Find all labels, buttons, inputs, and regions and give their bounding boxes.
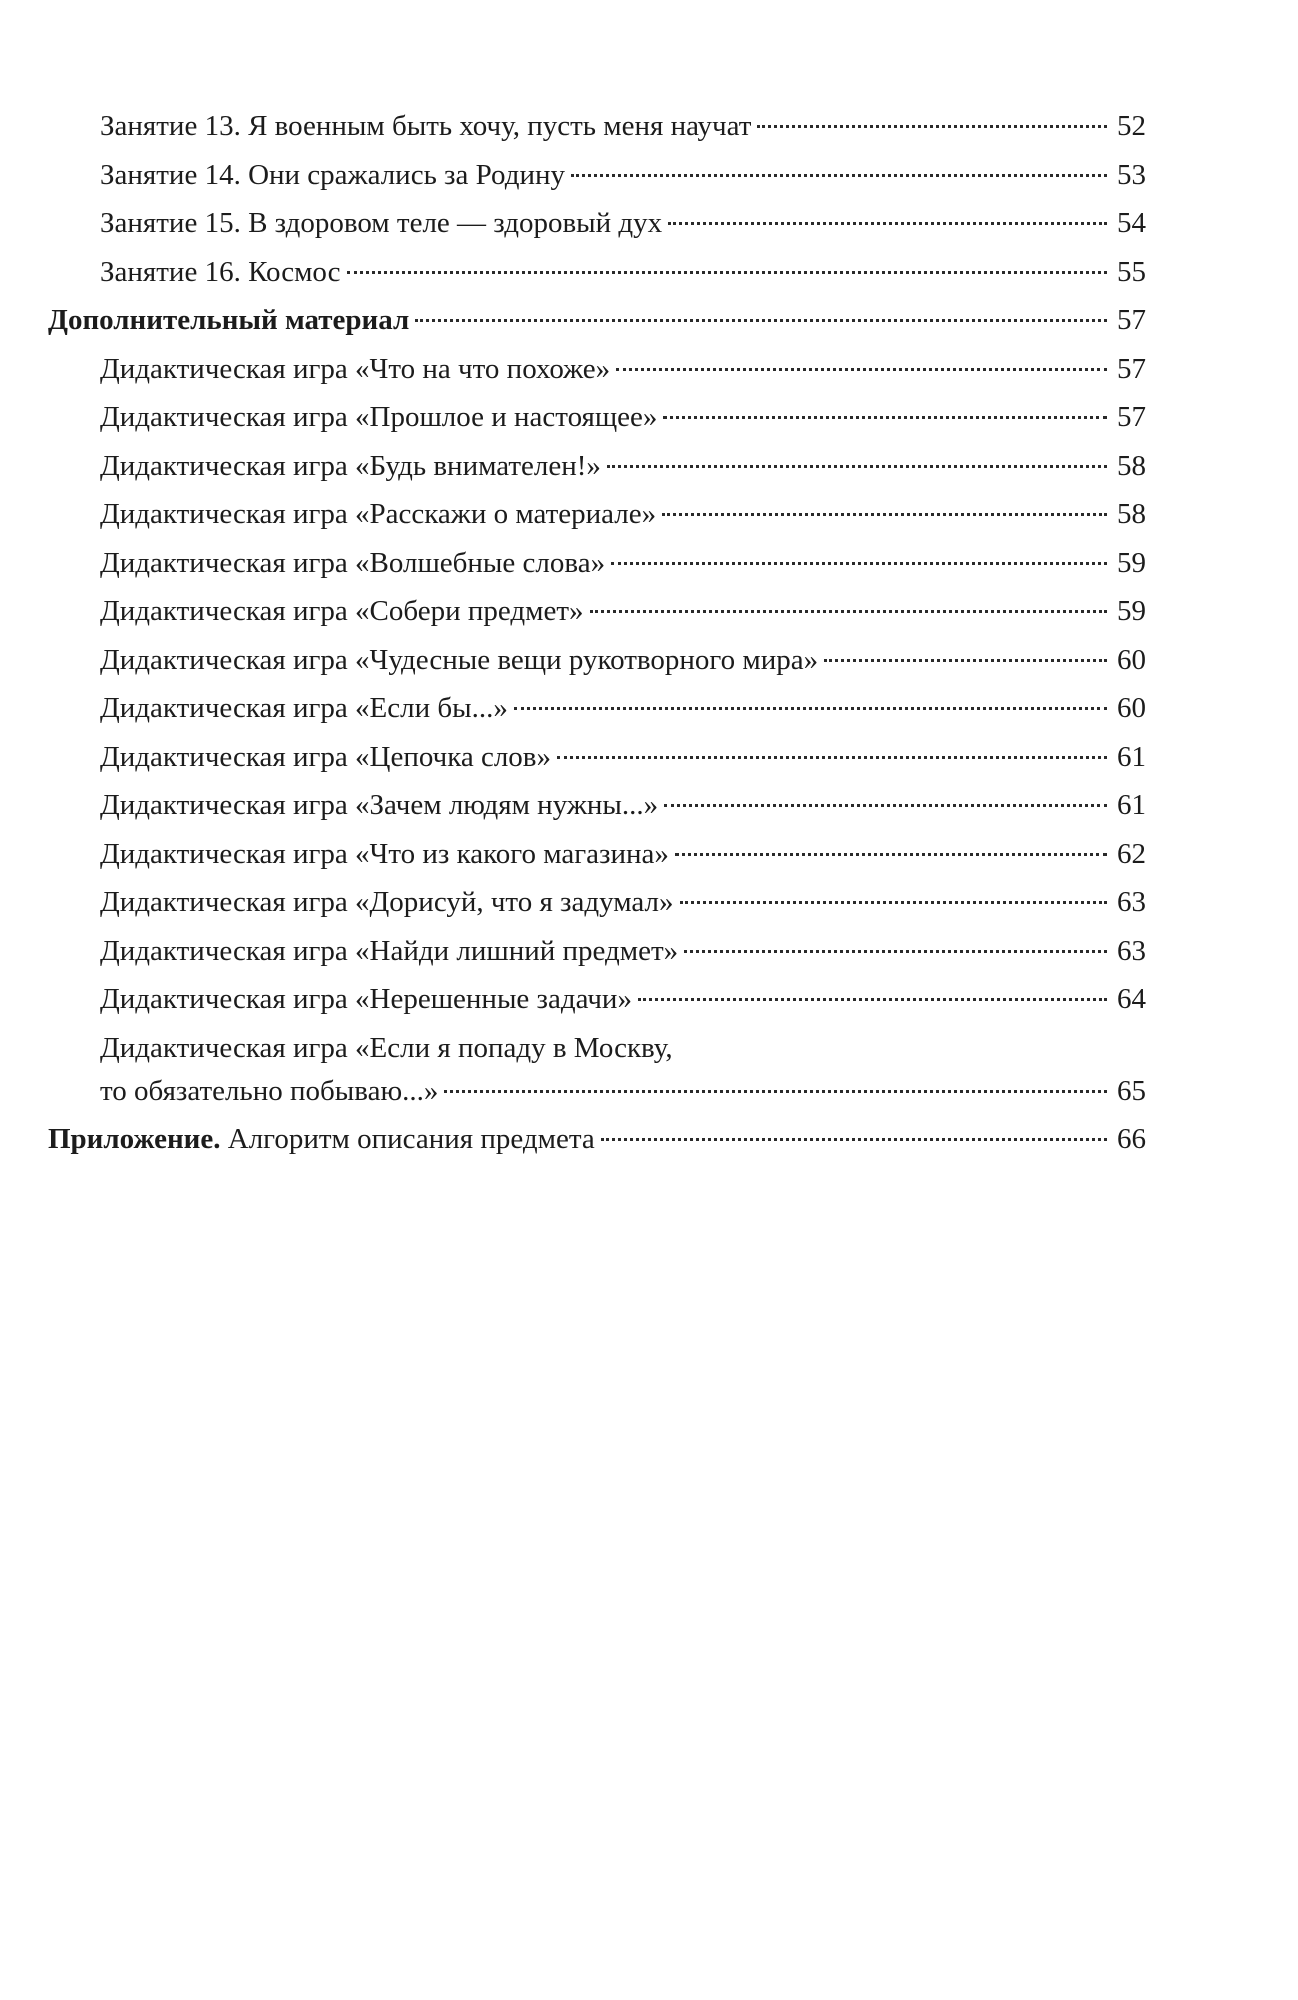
toc-entry-lesson-13[interactable] (48, 106, 1146, 146)
toc-entry-title: Занятие 14. Они сражались за Родину (100, 158, 565, 191)
table-of-contents (48, 106, 1146, 1168)
toc-page-number: 60 (1117, 643, 1146, 676)
toc-entry-game[interactable] (48, 543, 1146, 583)
dot-leader (347, 271, 1107, 274)
toc-entry-title: Дидактическая игра «Что из какого магазина» (100, 837, 669, 870)
toc-entry-title: Дидактическая игра «Дорисуй, что я задумал» (100, 886, 674, 918)
toc-entry-game[interactable] (48, 494, 1146, 534)
toc-appendix-title: Алгоритм описания предмета (227, 1123, 595, 1155)
toc-entry-title: Дидактическая игра «Будь внимателен!» (100, 449, 601, 482)
toc-entry-title: Дидактическая игра «Прошлое и настоящее» (100, 401, 658, 433)
toc-appendix-label: Приложение. (48, 1123, 221, 1155)
toc-page-number: 65 (1117, 1074, 1146, 1107)
toc-entry-game[interactable] (48, 349, 1146, 389)
dot-leader (514, 707, 1107, 710)
toc-entry-title: Занятие 16. Космос (100, 255, 341, 288)
toc-page-number: 63 (1117, 934, 1146, 967)
toc-entry-game[interactable] (48, 688, 1146, 728)
dot-leader (662, 513, 1107, 516)
toc-entry-title: Дидактическая игра «Расскажи о материале» (100, 498, 657, 530)
dot-leader (601, 1138, 1107, 1141)
toc-page-number: 63 (1117, 886, 1146, 918)
toc-page-number: 60 (1117, 692, 1146, 724)
dot-leader (590, 610, 1107, 613)
toc-page-number: 61 (1117, 789, 1146, 821)
dot-leader (757, 125, 1107, 128)
toc-entry-title: Дидактическая игра «Зачем людям нужны...» (100, 789, 659, 821)
toc-entry-lesson-16[interactable] (48, 252, 1146, 292)
toc-page-number: 59 (1117, 546, 1146, 579)
toc-entry-title: Дидактическая игра «Собери предмет» (100, 595, 584, 627)
toc-entry-title: Дидактическая игра «Найди лишний предмет» (100, 934, 679, 967)
toc-entry-lesson-15[interactable] (48, 203, 1146, 243)
toc-section-appendix[interactable] (48, 1119, 1146, 1159)
dot-leader (680, 901, 1107, 904)
dot-leader (611, 562, 1107, 565)
toc-entry-game[interactable] (48, 446, 1146, 486)
dot-leader (415, 319, 1107, 322)
toc-entry-title: Занятие 13. Я военным быть хочу, пусть меня научат (100, 110, 752, 142)
toc-page-number: 59 (1117, 595, 1146, 627)
dot-leader (824, 659, 1107, 662)
dot-leader (663, 416, 1107, 419)
toc-section-additional[interactable] (48, 300, 1146, 340)
toc-page-number: 55 (1117, 255, 1146, 288)
toc-entry-game-multiline-first[interactable] (48, 1028, 1146, 1068)
toc-entry-title: Дидактическая игра «Цепочка слов» (100, 740, 552, 773)
toc-entry-game[interactable] (48, 591, 1146, 631)
dot-leader (607, 465, 1107, 468)
toc-entry-game[interactable] (48, 397, 1146, 437)
toc-page-number: 58 (1117, 449, 1146, 482)
toc-entry-lesson-14[interactable] (48, 155, 1146, 195)
toc-entry-title: Дидактическая игра «Чудесные вещи рукотворного мира» (100, 643, 819, 676)
toc-entry-title-continued: то обязательно побываю...» (100, 1074, 439, 1107)
toc-entry-game[interactable] (48, 931, 1146, 971)
toc-page-number: 54 (1117, 207, 1146, 239)
toc-page-number: 57 (1117, 304, 1146, 336)
toc-page-number: 61 (1117, 740, 1146, 773)
dot-leader (675, 853, 1107, 856)
toc-entry-title: Дидактическая игра «Если я попаду в Москву, (100, 1031, 673, 1064)
toc-entry-game[interactable] (48, 979, 1146, 1019)
toc-section-title: Дополнительный материал (48, 304, 410, 336)
dot-leader (684, 950, 1107, 953)
toc-entry-game[interactable] (48, 882, 1146, 922)
toc-entry-game-multiline-second[interactable] (48, 1071, 1146, 1111)
toc-entry-title: Занятие 15. В здоровом теле — здоровый дух (100, 207, 663, 239)
toc-page-number: 58 (1117, 498, 1146, 530)
dot-leader (557, 756, 1107, 759)
toc-page-number: 57 (1117, 352, 1146, 385)
toc-entry-title: Дидактическая игра «Если бы...» (100, 692, 508, 724)
dot-leader (638, 998, 1107, 1001)
dot-leader (668, 222, 1107, 225)
dot-leader (444, 1090, 1107, 1093)
toc-entry-game[interactable] (48, 834, 1146, 874)
dot-leader (571, 174, 1107, 177)
toc-entry-title: Дидактическая игра «Что на что похоже» (100, 352, 611, 385)
toc-entry-game[interactable] (48, 737, 1146, 777)
dot-leader (664, 804, 1107, 807)
toc-page-number: 62 (1117, 837, 1146, 870)
dot-leader (616, 368, 1107, 371)
toc-page-number: 53 (1117, 158, 1146, 191)
toc-entry-game[interactable] (48, 785, 1146, 825)
toc-entry-title: Дидактическая игра «Волшебные слова» (100, 546, 606, 579)
toc-page-number: 64 (1117, 983, 1146, 1015)
toc-page-number: 52 (1117, 110, 1146, 142)
toc-entry-title: Дидактическая игра «Нерешенные задачи» (100, 983, 632, 1015)
toc-page-number: 66 (1117, 1123, 1146, 1155)
toc-page-number: 57 (1117, 401, 1146, 433)
toc-entry-game[interactable] (48, 640, 1146, 680)
